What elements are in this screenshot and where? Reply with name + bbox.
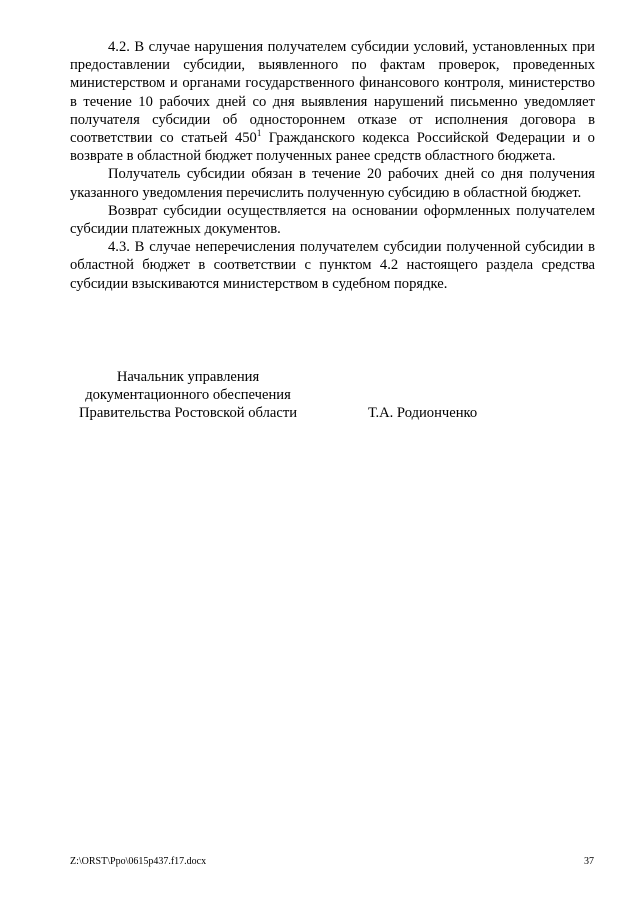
paragraph-4-2-text-end: Гражданского кодекса Российской Федерации и о возврате в областной бюджет полученных ранее средств областного бюджета. xyxy=(70,130,595,165)
paragraph-4-3: 4.3. В случае неперечисления получателем субсидии полученной субсидии в областной бюджет в соответствии с пунктом 4.2 настоящего раздела средства субсидии взыскиваются министерством в судебном порядке. xyxy=(70,239,595,292)
superscript-footnote: 1 xyxy=(256,128,262,139)
paragraph-obligation: Получатель субсидии обязан в течение 20 рабочих дней со дня получения указанного уведомления перечислить полученную субсидию в областной бюджет. xyxy=(70,166,595,201)
signature-title-block xyxy=(68,368,308,423)
footer-page-number: 37 xyxy=(584,856,594,867)
paragraph-4-2 xyxy=(70,38,595,165)
signature-title-line-3: Правительства Ростовской области xyxy=(78,405,298,422)
document-body xyxy=(70,38,595,293)
paragraph-4-2-text: 4.2. В случае нарушения получателем субсидии условий, установленных при предоставлении субсидии, выявленного по фактам проверок, проведенных министерством и органами государственного финансового контроля, министерство в течение 10 рабочих дней со дня выявления нарушений письменно уведомляет получателя субсидии об одностороннем отказе от исполнения договора в соответствии со статьей 450 xyxy=(70,39,595,147)
signature-title-line-1: Начальник управления xyxy=(116,369,260,385)
signatory-name: Т.А. Родионченко xyxy=(368,405,478,421)
signature-title-line-2: документационного обеспечения xyxy=(85,387,291,404)
footer-file-path: Z:\ORST\Ppo\0615p437.f17.docx xyxy=(70,856,207,867)
paragraph-return: Возврат субсидии осуществляется на основании оформленных получателем субсидии платежных документов. xyxy=(70,202,595,238)
